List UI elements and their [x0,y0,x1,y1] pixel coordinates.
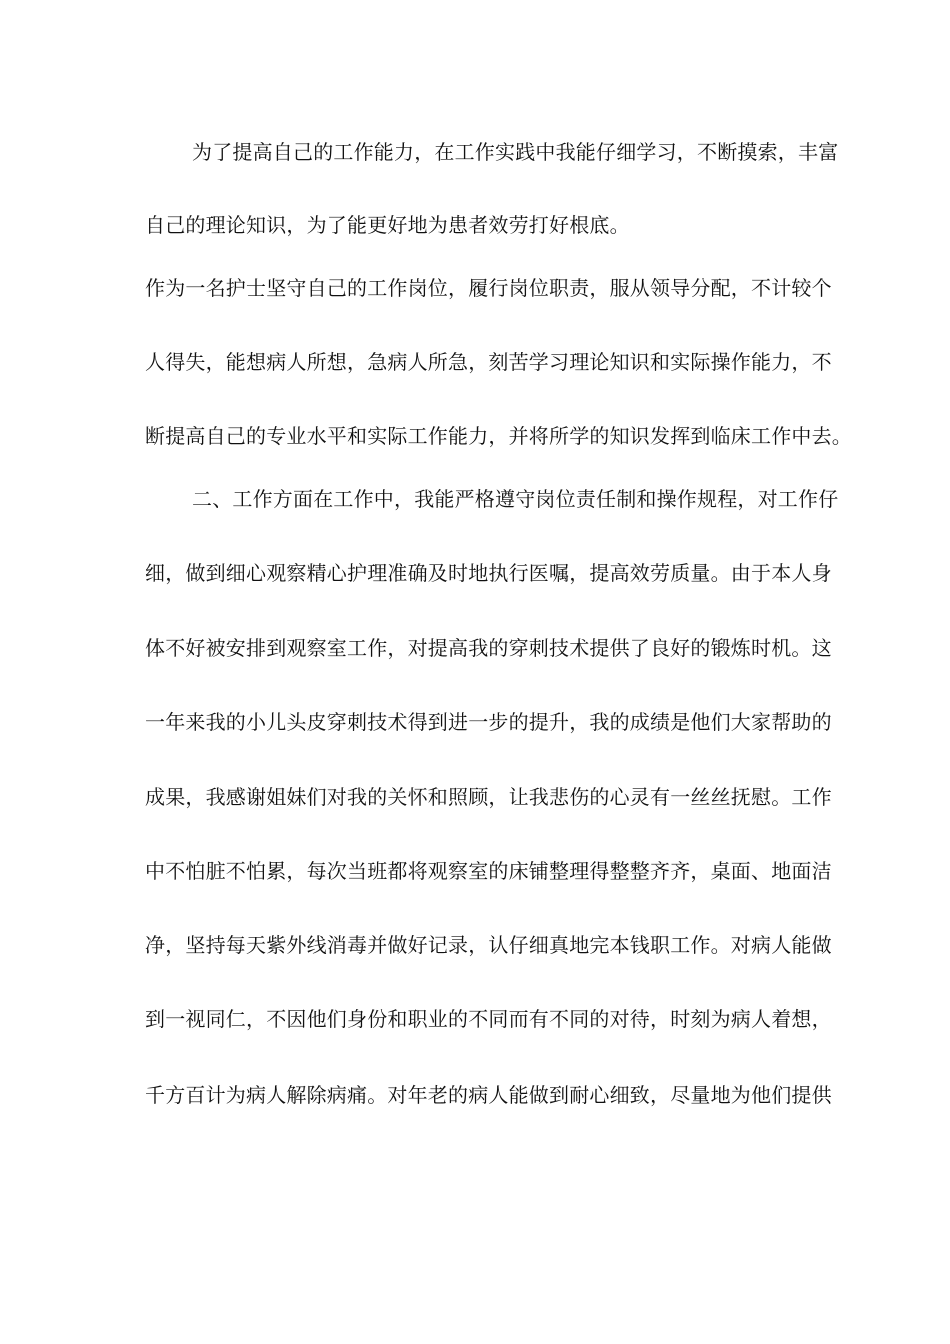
paragraph-line: 断提高自己的专业水平和实际工作能力，并将所学的知识发挥到临床工作中去。 [145,424,852,448]
paragraph-line: 人得失，能想病人所想，急病人所急，刻苦学习理论知识和实际操作能力，不 [145,350,832,374]
paragraph-line: 一年来我的小儿头皮穿刺技术得到进一步的提升，我的成绩是他们大家帮助的 [145,710,832,734]
paragraph-line: 体不好被安排到观察室工作，对提高我的穿刺技术提供了良好的锻炼时机。这 [145,636,832,660]
paragraph-line: 细，做到细心观察精心护理准确及时地执行医嘱，提高效劳质量。由于本人身 [145,561,832,585]
paragraph-line: 中不怕脏不怕累，每次当班都将观察室的床铺整理得整整齐齐，桌面、地面洁 [145,859,832,883]
paragraph-line: 成果，我感谢姐妹们对我的关怀和照顾，让我悲伤的心灵有一丝丝抚慰。工作 [145,785,832,809]
paragraph-line: 千方百计为病人解除病痛。对年老的病人能做到耐心细致，尽量地为他们提供 [145,1083,832,1107]
paragraph-line: 自己的理论知识，为了能更好地为患者效劳打好根底。 [145,213,630,237]
paragraph-line: 到一视同仁，不因他们身份和职业的不同而有不同的对待，时刻为病人着想， [145,1007,832,1031]
paragraph-line: 二、工作方面在工作中，我能严格遵守岗位责任制和操作规程，对工作仔 [192,487,839,511]
paragraph-line: 净，坚持每天紫外线消毒并做好记录，认仔细真地完本钱职工作。对病人能做 [145,933,832,957]
paragraph-line: 为了提高自己的工作能力，在工作实践中我能仔细学习，不断摸索，丰富 [192,140,839,164]
paragraph-line: 作为一名护士坚守自己的工作岗位，履行岗位职责，服从领导分配，不计较个 [145,276,832,300]
